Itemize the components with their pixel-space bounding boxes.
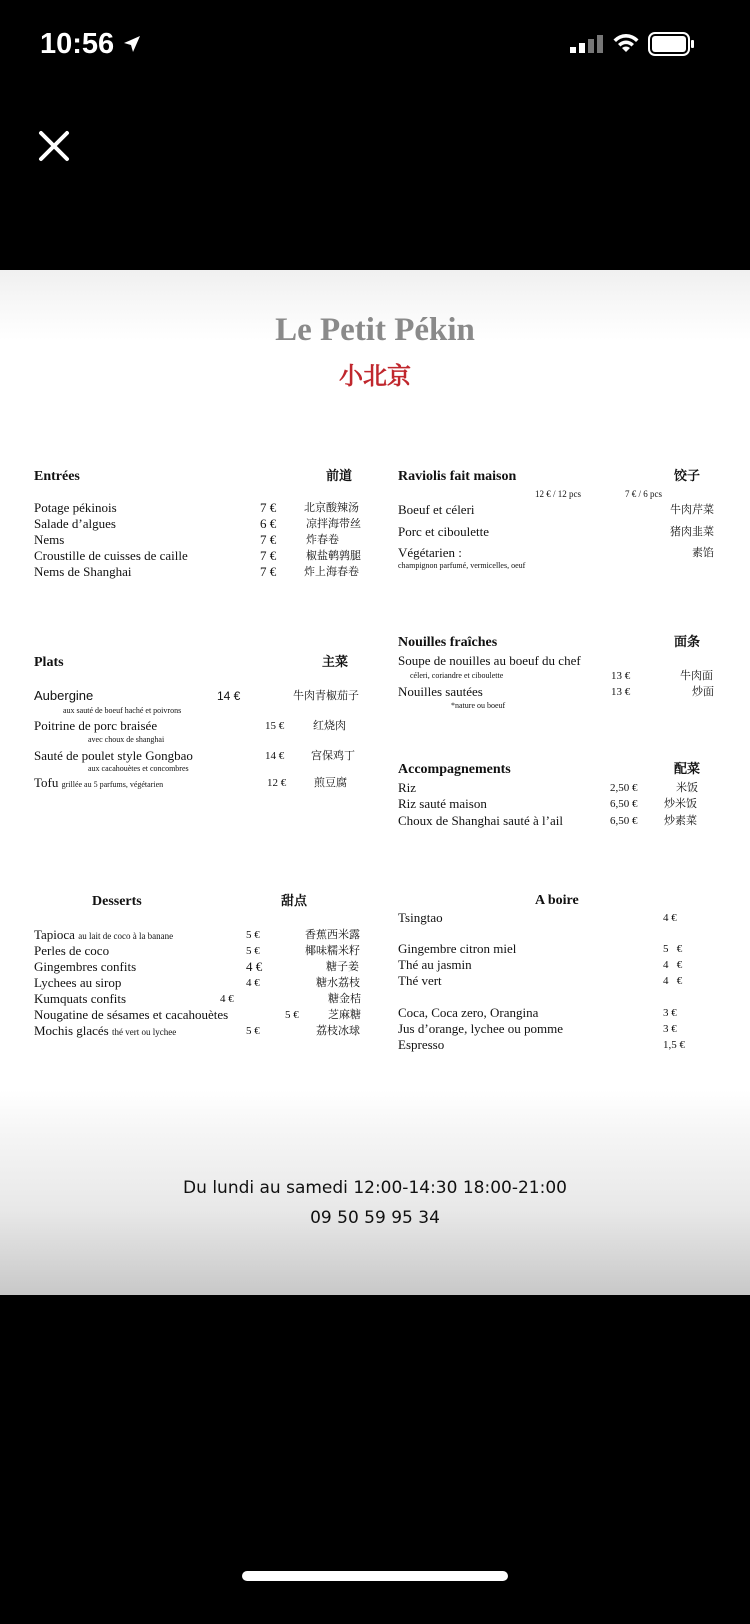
item-name: Porc et ciboulette [398, 524, 489, 539]
section-title-cn: 主菜 [322, 655, 349, 670]
item-price: 7 € [260, 532, 277, 547]
section-title-cn: 配菜 [674, 762, 701, 777]
item-name: Gingembres confits [34, 959, 137, 974]
item-note: thé vert ou lychee [111, 1027, 177, 1037]
item-note: au lait de coco à la banane [78, 931, 174, 941]
item-name: Nems [34, 532, 65, 547]
item-price: 4 € [663, 975, 683, 987]
section-title-plats: Plats [34, 655, 64, 670]
item-desc: aux cacahouètes et concombres [88, 764, 189, 773]
item-cn: 猪肉韭菜 [670, 525, 714, 538]
item-cn: 牛肉面 [680, 669, 713, 682]
section-title-cn: 甜点 [281, 894, 308, 909]
item-name: Riz sauté maison [398, 796, 487, 811]
item-price: 5 € [246, 929, 260, 941]
item-cn: 炒米饭 [664, 797, 697, 810]
item-name: Espresso [398, 1037, 445, 1052]
opening-hours: Du lundi au samedi 12:00-14:30 18:00-21:00 [183, 1178, 567, 1198]
phone-number: 09 50 59 95 34 [310, 1208, 440, 1228]
section-title-cn: 饺子 [674, 469, 701, 484]
item-cn: 牛肉青椒茄子 [293, 689, 359, 702]
item-price: 5 € [663, 943, 683, 955]
item-name: Riz [398, 780, 417, 795]
item-price: 4 € [663, 912, 677, 924]
item-name: Gingembre citron miel [398, 941, 517, 956]
item-cn: 煎豆腐 [314, 776, 347, 789]
item-name: Boeuf et céleri [398, 502, 475, 517]
item-desc: *nature ou boeuf [451, 701, 506, 710]
item-name: Kumquats confits [34, 991, 127, 1006]
item-name: Perles de coco [34, 943, 110, 958]
item-cn: 芝麻糖 [328, 1008, 361, 1021]
item-price: 4 € [663, 959, 683, 971]
item-cn: 炒面 [692, 685, 714, 698]
item-name: Tsingtao [398, 910, 443, 925]
item-name: Jus d’orange, lychee ou pomme [398, 1021, 563, 1036]
item-name: Thé au jasmin [398, 957, 472, 972]
item-price: 3 € [663, 1007, 677, 1019]
item-name: Poitrine de porc braisée [34, 718, 158, 733]
item-desc: champignon parfumé, vermicelles, oeuf [398, 561, 526, 570]
item-cn: 炸上海春卷 [304, 565, 359, 578]
item-price: 7 € [260, 564, 277, 579]
item-price: 4 € [220, 993, 234, 1005]
item-price: 1,5 € [663, 1039, 685, 1051]
item-cn: 米饭 [676, 781, 698, 794]
item-cn: 凉拌海带丝 [306, 517, 361, 530]
item-name: Coca, Coca zero, Orangina [398, 1005, 539, 1020]
item-name: Végétarien : [398, 545, 462, 560]
restaurant-title: Le Petit Pékin [275, 312, 475, 348]
item-name: Thé vert [398, 973, 442, 988]
item-price: 6 € [260, 516, 277, 531]
item-cn: 宫保鸡丁 [311, 749, 355, 762]
item-price: 4 € [246, 959, 263, 974]
item-cn: 北京酸辣汤 [304, 501, 359, 514]
item-name: Croustille de cuisses de caille [34, 548, 188, 563]
item-cn: 糖水荔枝 [316, 976, 360, 989]
item-name: Nougatine de sésames et cacahouètes [34, 1007, 229, 1022]
item-price: 13 € [611, 686, 631, 698]
item-cn: 椒盐鹌鹑腿 [306, 549, 361, 562]
item-cn: 炒素菜 [664, 814, 697, 827]
section-title-cn: 面条 [674, 635, 701, 650]
item-price: 2,50 € [610, 782, 638, 794]
signal-icon [570, 34, 604, 59]
item-price: 4 € [246, 977, 260, 989]
item-cn: 椰味糯米籽 [305, 944, 360, 957]
location-arrow-icon [122, 34, 142, 59]
section-title-raviolis: Raviolis fait maison [398, 469, 517, 484]
item-desc: céleri, coriandre et ciboulette [410, 671, 504, 680]
item-desc: avec choux de shanghai [88, 735, 165, 744]
item-cn: 牛肉芹菜 [670, 503, 714, 516]
item-name: Potage pékinois [34, 500, 117, 515]
price-6-pcs: 7 € / 6 pcs [625, 489, 662, 499]
item-cn: 素馅 [692, 546, 714, 559]
price-12-pcs: 12 € / 12 pcs [535, 489, 581, 499]
item-name-text: Tofu [34, 775, 59, 790]
item-cn: 香蕉西米露 [305, 928, 360, 941]
section-title-boire: A boire [535, 893, 579, 908]
item-price: 14 € [265, 750, 285, 762]
item-price: 7 € [260, 548, 277, 563]
restaurant-title-cn: 小北京 [339, 362, 411, 390]
item-price: 5 € [285, 1009, 299, 1021]
item-price: 5 € [246, 945, 260, 957]
item-name: Choux de Shanghai sauté à l’ail [398, 813, 563, 828]
item-price: 5 € [246, 1025, 260, 1037]
item-name: Soupe de nouilles au boeuf du chef [398, 653, 581, 668]
wifi-icon [612, 32, 640, 59]
item-name: Salade d’algues [34, 516, 116, 531]
section-title-desserts: Desserts [92, 894, 142, 909]
item-cn: 糖子姜 [326, 960, 359, 973]
item-name: Nouilles sautées [398, 684, 483, 699]
item-price: 7 € [260, 500, 277, 515]
item-name: Nems de Shanghai [34, 564, 132, 579]
item-price: 6,50 € [610, 815, 638, 827]
item-cn: 炸春卷 [306, 533, 339, 546]
item-name: Aubergine [34, 688, 94, 703]
status-time: 10:56 [40, 28, 115, 60]
item-note: grillée au 5 parfums, végétarien [61, 780, 164, 789]
section-title-accompagnements: Accompagnements [398, 762, 511, 777]
item-price: 12 € [267, 777, 287, 789]
home-indicator[interactable] [242, 1571, 508, 1581]
item-name: Lychees au sirop [34, 975, 122, 990]
item-desc: aux sauté de boeuf haché et poivrons [63, 706, 182, 715]
item-price: 15 € [265, 720, 285, 732]
item-cn: 糖金桔 [328, 992, 361, 1005]
menu-image [0, 270, 750, 1295]
item-price: 14 € [217, 689, 241, 703]
item-price: 13 € [611, 670, 631, 682]
item-name: Sauté de poulet style Gongbao [34, 748, 193, 763]
item-price: 6,50 € [610, 798, 638, 810]
section-title-cn: 前道 [326, 469, 353, 484]
item-cn: 荔枝冰球 [316, 1024, 360, 1037]
item-name: Tapioca [34, 927, 75, 942]
section-title-entrees: Entrées [34, 469, 80, 484]
section-title-nouilles: Nouilles fraîches [398, 635, 498, 650]
item-price: 3 € [663, 1023, 677, 1035]
item-name [34, 775, 163, 793]
battery-icon [648, 32, 694, 61]
close-button[interactable] [38, 130, 70, 167]
item-cn: 红烧肉 [313, 719, 346, 732]
item-name: Mochis glacés [34, 1023, 109, 1038]
